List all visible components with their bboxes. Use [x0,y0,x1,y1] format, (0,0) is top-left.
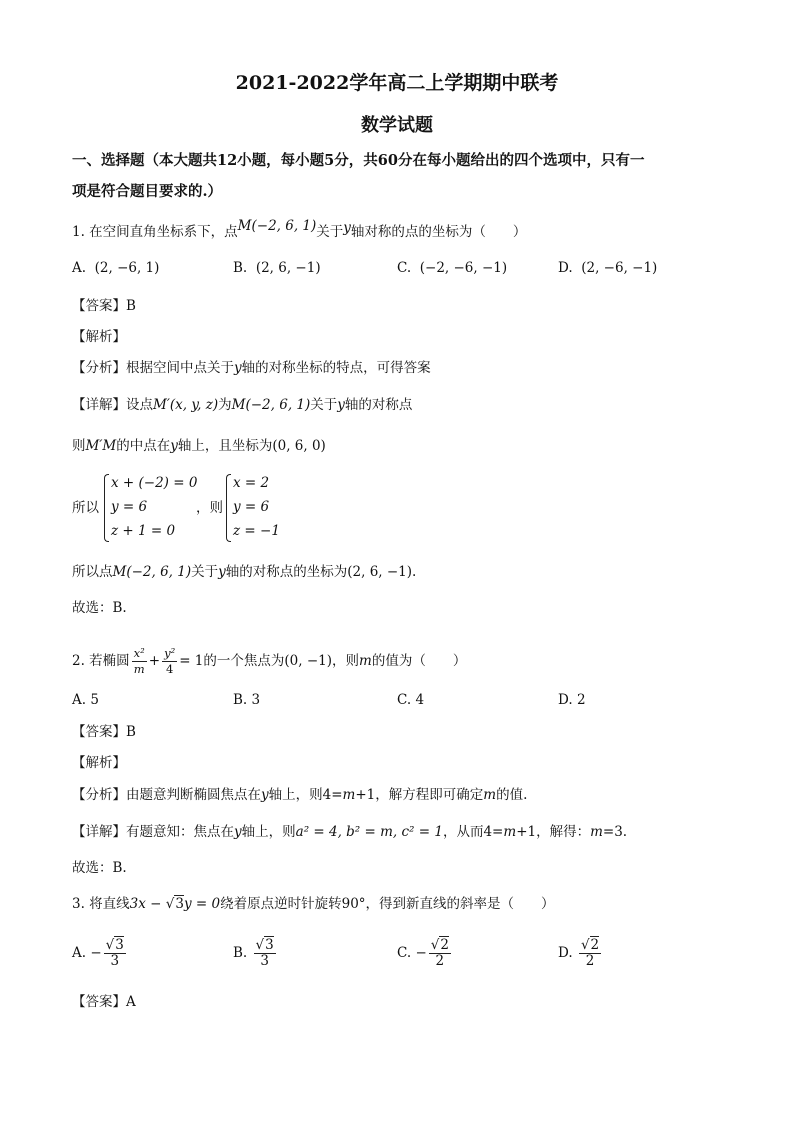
q3-option-b[interactable]: B. $\frac{√3}{3}$ [233,937,274,969]
q1-sys1-eq3: z + 1 = 0 [111,523,176,539]
document-title: 2021-2022学年高二上学期期中联考 [235,72,559,94]
section-heading-line1: 一、选择题（本大题共12小题，每小题5分，共60分在每小题给出的四个选项中，只有一 [72,152,645,169]
section-heading-line2: 项是符合题目要求的.） [72,183,223,200]
q1-option-b[interactable]: B. (2, 6, −1) [233,260,321,276]
fraction: $\frac{\text{y²}}{4}$ [164,646,176,676]
q1-sys2-eq2: y = 6 [233,499,270,515]
q1-sys1-eq2: y = 6 [111,499,148,515]
fraction: $\frac{\text{x²}}{m}$ [133,646,145,676]
q3-stem: 3. 将直线3x − √3y = 0绕着原点逆时针旋转90°，得到新直线的斜率是（ ） [72,896,555,912]
q1-sys2-eq1: x = 2 [233,475,270,491]
q2-option-b[interactable]: B. 3 [233,692,261,708]
q2-option-c[interactable]: C. 4 [397,692,425,708]
system-brace [226,474,231,542]
q1-option-c[interactable]: C. (−2, −6, −1) [397,260,508,276]
document-subtitle: 数学试题 [361,115,433,136]
q2-stem: 2. 若椭圆 $\frac{\text{x²}}{m}$ + $\frac{\text{y²}}{4}$ = 1的一个焦点为(0, −1)，则m的值为（ ） [72,646,467,676]
q1-answer: 【答案】B [72,298,136,314]
fraction: $\frac{√3}{3}$ [105,937,124,969]
fraction: $\frac{√2}{2}$ [580,937,600,969]
q1-analysis-tag: 【解析】 [72,329,126,345]
fraction: $\frac{√2}{2}$ [430,937,449,969]
q1-system-prefix: 所以 [72,500,99,516]
q2-choose: 故选：B. [72,860,127,876]
q2-detail: 【详解】有题意知：焦点在y轴上，则a² = 4, b² = m, c² = 1，从而4=m+1，解得：m=3. [72,824,628,840]
q1-system-mid: ，则 [196,500,223,516]
q1-stem: 1. 在空间直角坐标系下，点M(−2, 6, 1)关于y轴对称的点的坐标为（ ） [72,218,527,240]
q1-midpoint-line: 则M′M的中点在y轴上，且坐标为(0, 6, 0) [72,438,326,454]
q1-choose: 故选：B. [72,600,127,616]
q3-option-c[interactable]: C. − $\frac{√2}{2}$ [397,937,449,969]
q2-fenxi: 【分析】由题意判断椭圆焦点在y轴上，则4=m+1，解方程即可确定m的值. [72,787,528,803]
q2-analysis-tag: 【解析】 [72,755,126,771]
q3-answer: 【答案】A [72,994,136,1010]
q1-option-d[interactable]: D. (2, −6, −1) [558,260,658,276]
q2-answer: 【答案】B [72,724,136,740]
q2-option-d[interactable]: D. 2 [558,692,586,708]
q1-sys1-eq1: x + (−2) = 0 [111,475,198,491]
fraction: $\frac{√3}{3}$ [255,937,274,969]
system-brace [104,474,109,542]
q2-option-a[interactable]: A. 5 [72,692,99,708]
q1-conclusion: 所以点M(−2, 6, 1)关于y轴的对称点的坐标为(2, 6, −1). [72,564,417,580]
q1-fenxi: 【分析】根据空间中点关于y轴的对称坐标的特点，可得答案 [72,360,431,376]
q3-option-d[interactable]: D. $\frac{√2}{2}$ [558,937,600,969]
q3-option-a[interactable]: A. − $\frac{√3}{3}$ [72,937,124,969]
q1-option-a[interactable]: A. (2, −6, 1) [72,260,160,276]
q1-sys2-eq3: z = −1 [233,523,280,539]
q1-detail: 【详解】设点M′(x, y, z)为M(−2, 6, 1)关于y轴的对称点 [72,397,413,413]
